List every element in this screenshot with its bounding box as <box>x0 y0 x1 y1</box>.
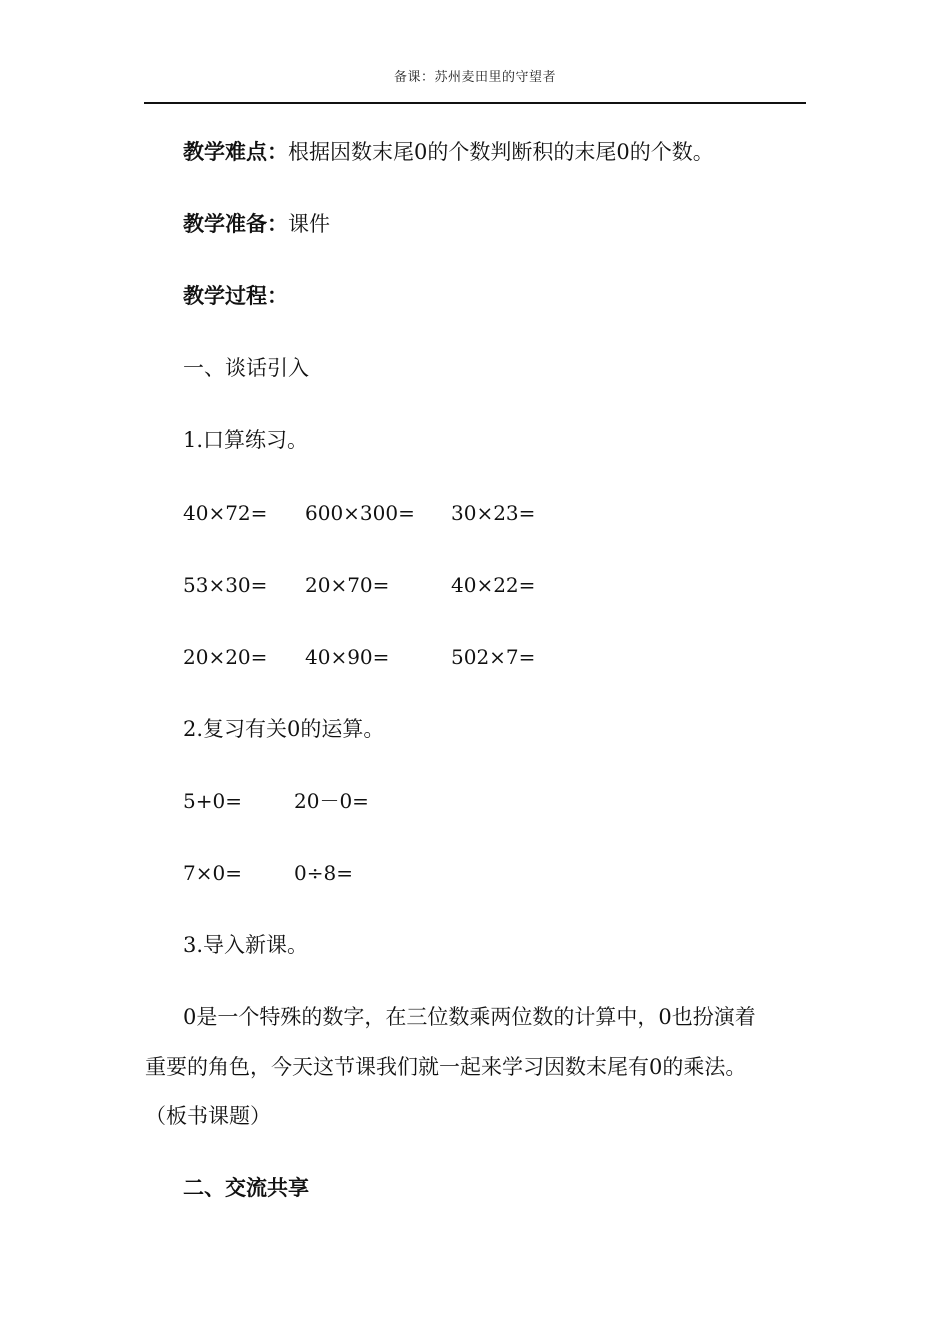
exercise-cell: 20×70= <box>305 573 390 597</box>
preparation-line <box>183 210 330 238</box>
exercise-cell: 600×300= <box>305 501 415 525</box>
zero-op-cell: 0÷8= <box>294 861 353 885</box>
item2-zero-review: 2.复习有关0的运算。 <box>183 717 385 741</box>
difficulty-text: 根据因数末尾0的个数判断积的末尾0的个数。 <box>288 140 714 164</box>
exercise-cell: 502×7= <box>451 645 536 669</box>
exercise-cell: 53×30= <box>183 573 268 597</box>
exercise-cell: 40×90= <box>305 645 390 669</box>
difficulty-line <box>183 138 714 166</box>
exercise-cell: 40×72= <box>183 501 268 525</box>
header-divider <box>144 102 806 104</box>
intro-paragraph-line3: （板书课题） <box>145 1104 271 1128</box>
exercise-cell: 30×23= <box>451 501 536 525</box>
difficulty-label: 教学难点： <box>183 139 288 164</box>
item3-new-lesson: 3.导入新课。 <box>183 933 309 957</box>
intro-paragraph-line2: 重要的角色，今天这节课我们就一起来学习因数末尾有0的乘法。 <box>145 1055 747 1079</box>
intro-paragraph-line1: 0是一个特殊的数字，在三位数乘两位数的计算中，0也扮演着 <box>183 1005 756 1029</box>
section2-heading: 二、交流共享 <box>183 1175 309 1200</box>
process-heading: 教学过程： <box>183 283 288 308</box>
zero-op-cell: 7×0= <box>183 861 242 885</box>
exercise-cell: 20×20= <box>183 645 268 669</box>
page-header: 备课：苏州麦田里的守望者 <box>393 70 556 85</box>
exercise-cell: 40×22= <box>451 573 536 597</box>
preparation-label: 教学准备： <box>183 211 288 236</box>
zero-op-cell: 5+0= <box>183 789 242 813</box>
section1-heading: 一、谈话引入 <box>183 356 309 380</box>
zero-op-cell: 20－0= <box>294 789 369 813</box>
item1-oral-practice: 1.口算练习。 <box>183 428 309 452</box>
preparation-text: 课件 <box>288 212 330 236</box>
